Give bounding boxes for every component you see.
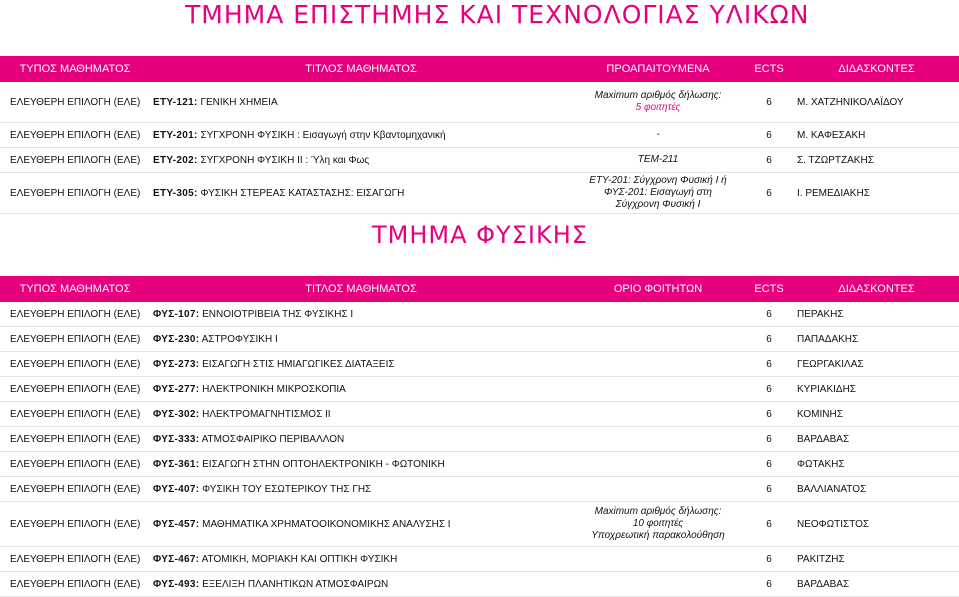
table-row xyxy=(0,148,959,173)
header-course-type: ΤΥΠΟΣ ΜΑΘΗΜΑΤΟΣ xyxy=(0,56,150,82)
course-code: ΕΤΥ-121: xyxy=(153,96,198,108)
student-limit-cell xyxy=(572,352,744,377)
course-title xyxy=(150,502,572,547)
course-title xyxy=(150,477,572,502)
course-name: ΦΥΣΙΚΗ ΣΤΕΡΕΑΣ ΚΑΤΑΣΤΑΣΗΣ: ΕΙΣΑΓΩΓΗ xyxy=(200,187,405,199)
physics-courses-table xyxy=(0,276,959,597)
ects-value: 6 xyxy=(744,377,794,402)
table-row xyxy=(0,82,959,123)
header-prerequisites: ΠΡΟΑΠΑΙΤΟΥΜΕΝΑ xyxy=(572,56,744,82)
course-name: ΓΕΝΙΚΗ ΧΗΜΕΙΑ xyxy=(200,96,278,108)
instructor-name: Σ. ΤΖΩΡΤΖΑΚΗΣ xyxy=(794,148,959,173)
course-name: ΕΝΝΟΙΟΤΡΙΒΕΙΑ ΤΗΣ ΦΥΣΙΚΗΣ Ι xyxy=(202,308,354,320)
instructor-name: Μ. ΚΑΦΕΣΑΚΗ xyxy=(794,123,959,148)
course-name: ΑΤΟΜΙΚΗ, ΜΟΡΙΑΚΗ ΚΑΙ ΟΠΤΙΚΗ ΦΥΣΙΚΗ xyxy=(201,553,398,565)
ects-value: 6 xyxy=(744,572,794,597)
ects-value: 6 xyxy=(744,82,794,123)
instructor-name: ΝΕΟΦΩΤΙΣΤΟΣ xyxy=(794,502,959,547)
header-instructors: ΔΙΔΑΣΚΟΝΤΕΣ xyxy=(794,276,959,302)
course-type: ΕΛΕΥΘΕΡΗ ΕΠΙΛΟΓΗ (ΕΛΕ) xyxy=(0,452,150,477)
ects-value: 6 xyxy=(744,302,794,327)
course-type: ΕΛΕΥΘΕΡΗ ΕΠΙΛΟΓΗ (ΕΛΕ) xyxy=(0,148,150,173)
student-limit-cell xyxy=(572,502,744,547)
course-name: ΣΥΓΧΡΟΝΗ ΦΥΣΙΚΗ : Εισαγωγή στην Κβαντομηχανική xyxy=(200,129,446,141)
ects-value: 6 xyxy=(744,427,794,452)
course-title xyxy=(150,148,572,173)
table-row xyxy=(0,477,959,502)
course-type: ΕΛΕΥΘΕΡΗ ΕΠΙΛΟΓΗ (ΕΛΕ) xyxy=(0,123,150,148)
course-type: ΕΛΕΥΘΕΡΗ ΕΠΙΛΟΓΗ (ΕΛΕ) xyxy=(0,502,150,547)
prerequisites-line: Σύγχρονη Φυσική Ι xyxy=(615,199,701,210)
header-student-limit: ΟΡΙΟ ΦΟΙΤΗΤΩΝ xyxy=(572,276,744,302)
course-title xyxy=(150,402,572,427)
instructor-name: Μ. ΧΑΤΖΗΝΙΚΟΛΑΪΔΟΥ xyxy=(794,82,959,123)
course-type: ΕΛΕΥΘΕΡΗ ΕΠΙΛΟΓΗ (ΕΛΕ) xyxy=(0,427,150,452)
course-code: ΦΥΣ-273: xyxy=(153,358,200,370)
prerequisites-line: ΦΥΣ-201: Εισαγωγή στη xyxy=(604,187,712,198)
instructor-name: ΚΟΜΙΝΗΣ xyxy=(794,402,959,427)
ects-value: 6 xyxy=(744,148,794,173)
course-type: ΕΛΕΥΘΕΡΗ ΕΠΙΛΟΓΗ (ΕΛΕ) xyxy=(0,173,150,214)
ects-value: 6 xyxy=(744,502,794,547)
course-title xyxy=(150,302,572,327)
course-type: ΕΛΕΥΘΕΡΗ ΕΠΙΛΟΓΗ (ΕΛΕ) xyxy=(0,572,150,597)
student-limit-cell xyxy=(572,547,744,572)
ects-value: 6 xyxy=(744,173,794,214)
course-code: ΕΤΥ-201: xyxy=(153,129,198,141)
ects-value: 6 xyxy=(744,547,794,572)
ects-value: 6 xyxy=(744,477,794,502)
table-row xyxy=(0,123,959,148)
course-code: ΦΥΣ-361: xyxy=(153,458,200,470)
student-limit-cell xyxy=(572,477,744,502)
header-ects: ECTS xyxy=(744,276,794,302)
course-code: ΦΥΣ-467: xyxy=(153,553,200,565)
course-title xyxy=(150,82,572,123)
course-name: ΕΙΣΑΓΩΓΗ ΣΤΗΝ ΟΠΤΟΗΛΕΚΤΡΟΝΙΚΗ - ΦΩΤΟΝΙΚΗ xyxy=(202,458,445,470)
course-name: ΕΙΣΑΓΩΓΗ ΣΤΙΣ ΗΜΙΑΓΩΓΙΚΕΣ ΔΙΑΤΑΞΕΙΣ xyxy=(202,358,395,370)
table-header-row xyxy=(0,276,959,302)
student-limit-line: Maximum αριθμός δήλωσης: xyxy=(594,506,722,517)
course-code: ΦΥΣ-493: xyxy=(153,578,200,590)
table-row xyxy=(0,547,959,572)
course-code: ΦΥΣ-107: xyxy=(153,308,200,320)
table-row xyxy=(0,377,959,402)
instructor-name: ΦΩΤΑΚΗΣ xyxy=(794,452,959,477)
course-code: ΦΥΣ-457: xyxy=(153,518,200,530)
header-ects: ECTS xyxy=(744,56,794,82)
table-row xyxy=(0,502,959,547)
course-type: ΕΛΕΥΘΕΡΗ ΕΠΙΛΟΓΗ (ΕΛΕ) xyxy=(0,302,150,327)
table-row xyxy=(0,327,959,352)
table-row xyxy=(0,427,959,452)
table-row xyxy=(0,302,959,327)
course-title xyxy=(150,547,572,572)
course-title xyxy=(150,427,572,452)
ects-value: 6 xyxy=(744,352,794,377)
course-code: ΦΥΣ-302: xyxy=(153,408,200,420)
student-limit-line: Υποχρεωτική παρακολούθηση xyxy=(591,530,725,541)
instructor-name: ΚΥΡΙΑΚΙΔΗΣ xyxy=(794,377,959,402)
course-code: ΕΤΥ-305: xyxy=(153,187,198,199)
ects-value: 6 xyxy=(744,402,794,427)
course-title xyxy=(150,327,572,352)
instructor-name: ΠΑΠΑΔΑΚΗΣ xyxy=(794,327,959,352)
table-row xyxy=(0,452,959,477)
student-limit-cell xyxy=(572,302,744,327)
department-title-physics: ΤΜΗΜΑ ΦΥΣΙΚΗΣ xyxy=(372,221,588,249)
course-name: ΗΛΕΚΤΡΟΝΙΚΗ ΜΙΚΡΟΣΚΟΠΙΑ xyxy=(202,383,346,395)
prerequisites-cell xyxy=(572,82,744,123)
prerequisites-line: 5 φοιτητές xyxy=(635,102,681,113)
prerequisites-line: Maximum αριθμός δήλωσης: xyxy=(594,90,722,101)
table-row xyxy=(0,352,959,377)
course-title xyxy=(150,452,572,477)
course-code: ΦΥΣ-277: xyxy=(153,383,200,395)
table-header-row xyxy=(0,56,959,82)
prerequisites-cell: - xyxy=(572,123,744,148)
prerequisites-line: ΕΤΥ-201: Σύγχρονη Φυσική Ι ή xyxy=(589,175,727,186)
course-code: ΦΥΣ-333: xyxy=(153,433,200,445)
course-name: ΑΣΤΡΟΦΥΣΙΚΗ Ι xyxy=(201,333,278,345)
header-instructors: ΔΙΔΑΣΚΟΝΤΕΣ xyxy=(794,56,959,82)
prerequisites-cell xyxy=(572,173,744,214)
course-name: ΕΞΕΛΙΞΗ ΠΛΑΝΗΤΙΚΩΝ ΑΤΜΟΣΦΑΙΡΩΝ xyxy=(202,578,389,590)
course-name: ΗΛΕΚΤΡΟΜΑΓΝΗΤΙΣΜΟΣ ΙΙ xyxy=(202,408,331,420)
header-course-title: ΤΙΤΛΟΣ ΜΑΘΗΜΑΤΟΣ xyxy=(150,56,572,82)
course-type: ΕΛΕΥΘΕΡΗ ΕΠΙΛΟΓΗ (ΕΛΕ) xyxy=(0,352,150,377)
ects-value: 6 xyxy=(744,123,794,148)
instructor-name: ΓΕΩΡΓΑΚΙΛΑΣ xyxy=(794,352,959,377)
course-type: ΕΛΕΥΘΕΡΗ ΕΠΙΛΟΓΗ (ΕΛΕ) xyxy=(0,82,150,123)
table-row xyxy=(0,173,959,214)
course-code: ΦΥΣ-230: xyxy=(153,333,200,345)
course-title xyxy=(150,123,572,148)
course-title xyxy=(150,173,572,214)
table-row xyxy=(0,402,959,427)
instructor-name: ΒΑΡΔΑΒΑΣ xyxy=(794,427,959,452)
course-type: ΕΛΕΥΘΕΡΗ ΕΠΙΛΟΓΗ (ΕΛΕ) xyxy=(0,327,150,352)
course-name: ΜΑΘΗΜΑΤΙΚΑ ΧΡΗΜΑΤΟΟΙΚΟΝΟΜΙΚΗΣ ΑΝΑΛΥΣΗΣ Ι xyxy=(202,518,451,530)
course-title xyxy=(150,352,572,377)
student-limit-cell xyxy=(572,327,744,352)
instructor-name: ΡΑΚΙΤΖΗΣ xyxy=(794,547,959,572)
header-course-type: ΤΥΠΟΣ ΜΑΘΗΜΑΤΟΣ xyxy=(0,276,150,302)
course-type: ΕΛΕΥΘΕΡΗ ΕΠΙΛΟΓΗ (ΕΛΕ) xyxy=(0,547,150,572)
course-type: ΕΛΕΥΘΕΡΗ ΕΠΙΛΟΓΗ (ΕΛΕ) xyxy=(0,477,150,502)
course-code: ΕΤΥ-202: xyxy=(153,154,198,166)
student-limit-cell xyxy=(572,427,744,452)
department-title-materials: ΤΜΗΜΑ ΕΠΙΣΤΗΜΗΣ ΚΑΙ ΤΕΧΝΟΛΟΓΙΑΣ ΥΛΙΚΩΝ xyxy=(185,0,810,29)
prerequisites-cell: ΤΕΜ-211 xyxy=(572,148,744,173)
materials-courses-table xyxy=(0,56,959,214)
course-name: ΣΥΓΧΡΟΝΗ ΦΥΣΙΚΗ ΙΙ : Ύλη και Φως xyxy=(200,154,370,166)
ects-value: 6 xyxy=(744,452,794,477)
student-limit-cell xyxy=(572,402,744,427)
course-name: ΦΥΣΙΚΗ ΤΟΥ ΕΣΩΤΕΡΙΚΟΥ ΤΗΣ ΓΗΣ xyxy=(202,483,372,495)
header-course-title: ΤΙΤΛΟΣ ΜΑΘΗΜΑΤΟΣ xyxy=(150,276,572,302)
course-name: ΑΤΜΟΣΦΑΙΡΙΚΟ ΠΕΡΙΒΑΛΛΟΝ xyxy=(201,433,345,445)
course-type: ΕΛΕΥΘΕΡΗ ΕΠΙΛΟΓΗ (ΕΛΕ) xyxy=(0,402,150,427)
course-type: ΕΛΕΥΘΕΡΗ ΕΠΙΛΟΓΗ (ΕΛΕ) xyxy=(0,377,150,402)
student-limit-cell xyxy=(572,452,744,477)
course-title xyxy=(150,377,572,402)
instructor-name: ΒΑΛΛΙΑΝΑΤΟΣ xyxy=(794,477,959,502)
student-limit-line: 10 φοιτητές xyxy=(632,518,684,529)
student-limit-cell xyxy=(572,377,744,402)
ects-value: 6 xyxy=(744,327,794,352)
instructor-name: ΠΕΡΑΚΗΣ xyxy=(794,302,959,327)
instructor-name: ΒΑΡΔΑΒΑΣ xyxy=(794,572,959,597)
instructor-name: Ι. ΡΕΜΕΔΙΑΚΗΣ xyxy=(794,173,959,214)
course-code: ΦΥΣ-407: xyxy=(153,483,200,495)
